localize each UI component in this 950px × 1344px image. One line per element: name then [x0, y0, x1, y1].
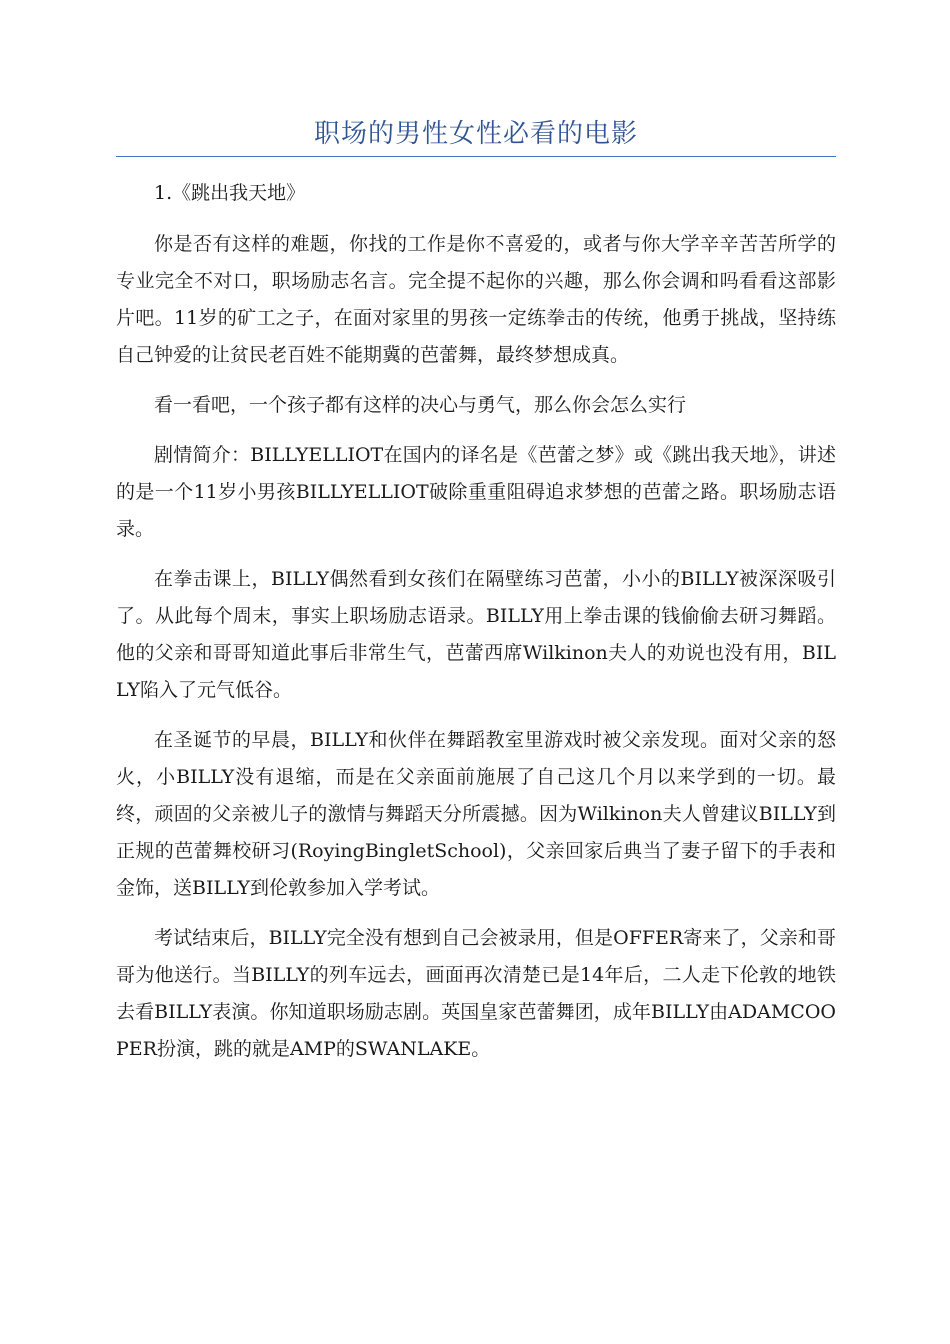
document-body: [116, 175, 836, 1068]
paragraph-synopsis: 剧情简介：BILLYELLIOT在国内的译名是《芭蕾之梦》或《跳出我天地》，讲述的是一个11岁小男孩BILLYELLIOT破除重重阻碍追求梦想的芭蕾之路。职场励志语录。: [116, 444, 836, 540]
paragraph-intro: 你是否有这样的难题，你找的工作是你不喜爱的，或者与你大学辛辛苦苦所学的专业完全不对口，职场励志名言。完全提不起你的兴趣，那么你会调和吗看看这部影片吧。11岁的矿工之子，在面对家里的男孩一定练拳击的传统，他勇于挑战，坚持练自己钟爱的让贫民老百姓不能期冀的芭蕾舞，最终梦想成真。: [116, 233, 836, 366]
paragraph-boxing-class: 在拳击课上，BILLY偶然看到女孩们在隔壁练习芭蕾，小小的BILLY被深深吸引了。从此每个周末，事实上职场励志语录。BILLY用上拳击课的钱偷偷去研习舞蹈。他的父亲和哥哥知道此事后非常生气，芭蕾西席Wilkinon夫人的劝说也没有用，BILLY陷入了元气低谷。: [116, 568, 836, 701]
paragraph-call-to-action: 看一看吧，一个孩子都有这样的决心与勇气，那么你会怎么实行: [154, 394, 687, 416]
document-page: [116, 0, 836, 1081]
title-underline: [116, 156, 836, 157]
document-title: 职场的男性女性必看的电影: [313, 119, 638, 149]
section-heading: 1.《跳出我天地》: [154, 182, 306, 204]
paragraph-ending: 考试结束后，BILLY完全没有想到自己会被录用，但是OFFER寄来了，父亲和哥哥为他送行。当BILLY的列车远去，画面再次清楚已是14年后，二人走下伦敦的地铁去看BILLY表演。你知道职场励志剧。英国皇家芭蕾舞团，成年BILLY由ADAMCOOPER扮演，跳的就是AMP的SWANLAKE。: [116, 927, 836, 1060]
paragraph-christmas: 在圣诞节的早晨，BILLY和伙伴在舞蹈教室里游戏时被父亲发现。面对父亲的怒火，小BILLY没有退缩，而是在父亲面前施展了自己这几个月以来学到的一切。最终，顽固的父亲被儿子的激情与舞蹈天分所震撼。因为Wilkinon夫人曾建议BILLY到正规的芭蕾舞校研习(RoyingBingletSchool)，父亲回家后典当了妻子留下的手表和金饰，送BILLY到伦敦参加入学考试。: [116, 729, 836, 899]
